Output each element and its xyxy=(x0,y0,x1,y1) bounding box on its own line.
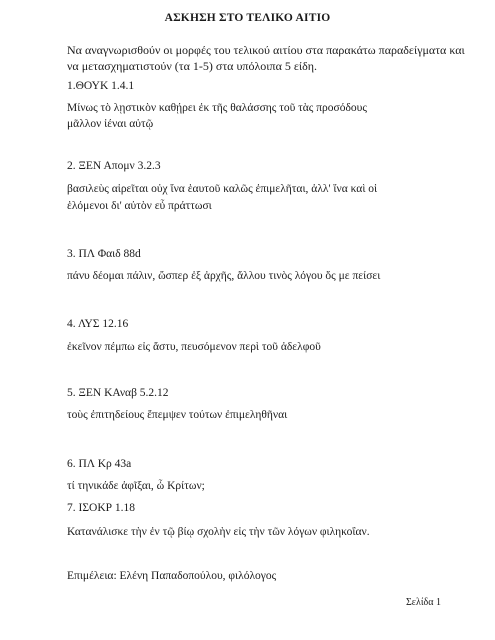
exercise-6-text: τί τηνικάδε ἀφῖξαι, ὦ Κρίτων; xyxy=(67,480,205,492)
exercise-2-text-line-2: ἑλόμενοι δι' αὐτὸν εὖ πράττωσι xyxy=(67,200,212,212)
exercise-7-label: 7. ΙΣΟΚΡ 1.18 xyxy=(67,502,136,514)
exercise-1-label: 1.ΘΟΥΚ 1.4.1 xyxy=(67,80,135,92)
exercise-4-text: ἐκεῖνον πέμπω εἰς ἄστυ, πευσόμενον περὶ τοῦ ἀδελφοῦ xyxy=(67,341,321,353)
exercise-2-label: 2. ΞΕΝ Απομν 3.2.3 xyxy=(67,160,161,172)
exercise-4-label: 4. ΛΥΣ 12.16 xyxy=(67,318,129,330)
exercise-2-text-line-1: βασιλεὺς αἱρεῖται οὐχ ἵνα ἑαυτοῦ καλῶς ἐπιμελῆται, ἀλλ' ἵνα καὶ οἱ xyxy=(67,183,378,195)
exercise-1-text-line-1: Μίνως τὸ λῃστικὸν καθῄρει ἐκ τῆς θαλάσσης τοῦ τὰς προσόδους xyxy=(67,102,367,114)
page-number: Σελίδα 1 xyxy=(405,597,441,608)
instructions: Να αναγνωρισθούν οι μορφές του τελικού αιτίου στα παρακάτω παραδείγματα και να μετασχηματιστούν (τα 1-5) στα υπόλοιπα 5 είδη. xyxy=(67,43,465,73)
exercise-6-label: 6. ΠΛ Κρ 43a xyxy=(67,458,132,470)
credit-line: Επιμέλεια: Ελένη Παπαδοπούλου, φιλόλογος xyxy=(67,570,277,582)
exercise-1-text-line-2: μᾶλλον ἰέναι αὐτῷ xyxy=(67,118,154,130)
exercise-3-text: πάνυ δέομαι πάλιν, ὥσπερ ἐξ ἀρχῆς, ἄλλου τινὸς λόγου ὅς με πείσει xyxy=(67,270,381,282)
exercise-3-label: 3. ΠΛ Φαιδ 88d xyxy=(67,248,141,260)
exercise-7-text: Κατανάλισκε τὴν ἐν τῷ βίῳ σχολὴν εἰς τὴν τῶν λόγων φιληκοΐαν. xyxy=(67,526,370,538)
exercise-5-text: τοὺς ἐπιτηδείους ἔπεμψεν τούτων ἐπιμεληθῆναι xyxy=(67,409,288,421)
page-title: ΑΣΚΗΣΗ ΣΤΟ ΤΕΛΙΚΟ ΑΙΤΙΟ xyxy=(164,12,331,24)
exercise-5-label: 5. ΞΕΝ ΚΑναβ 5.2.12 xyxy=(67,387,169,399)
